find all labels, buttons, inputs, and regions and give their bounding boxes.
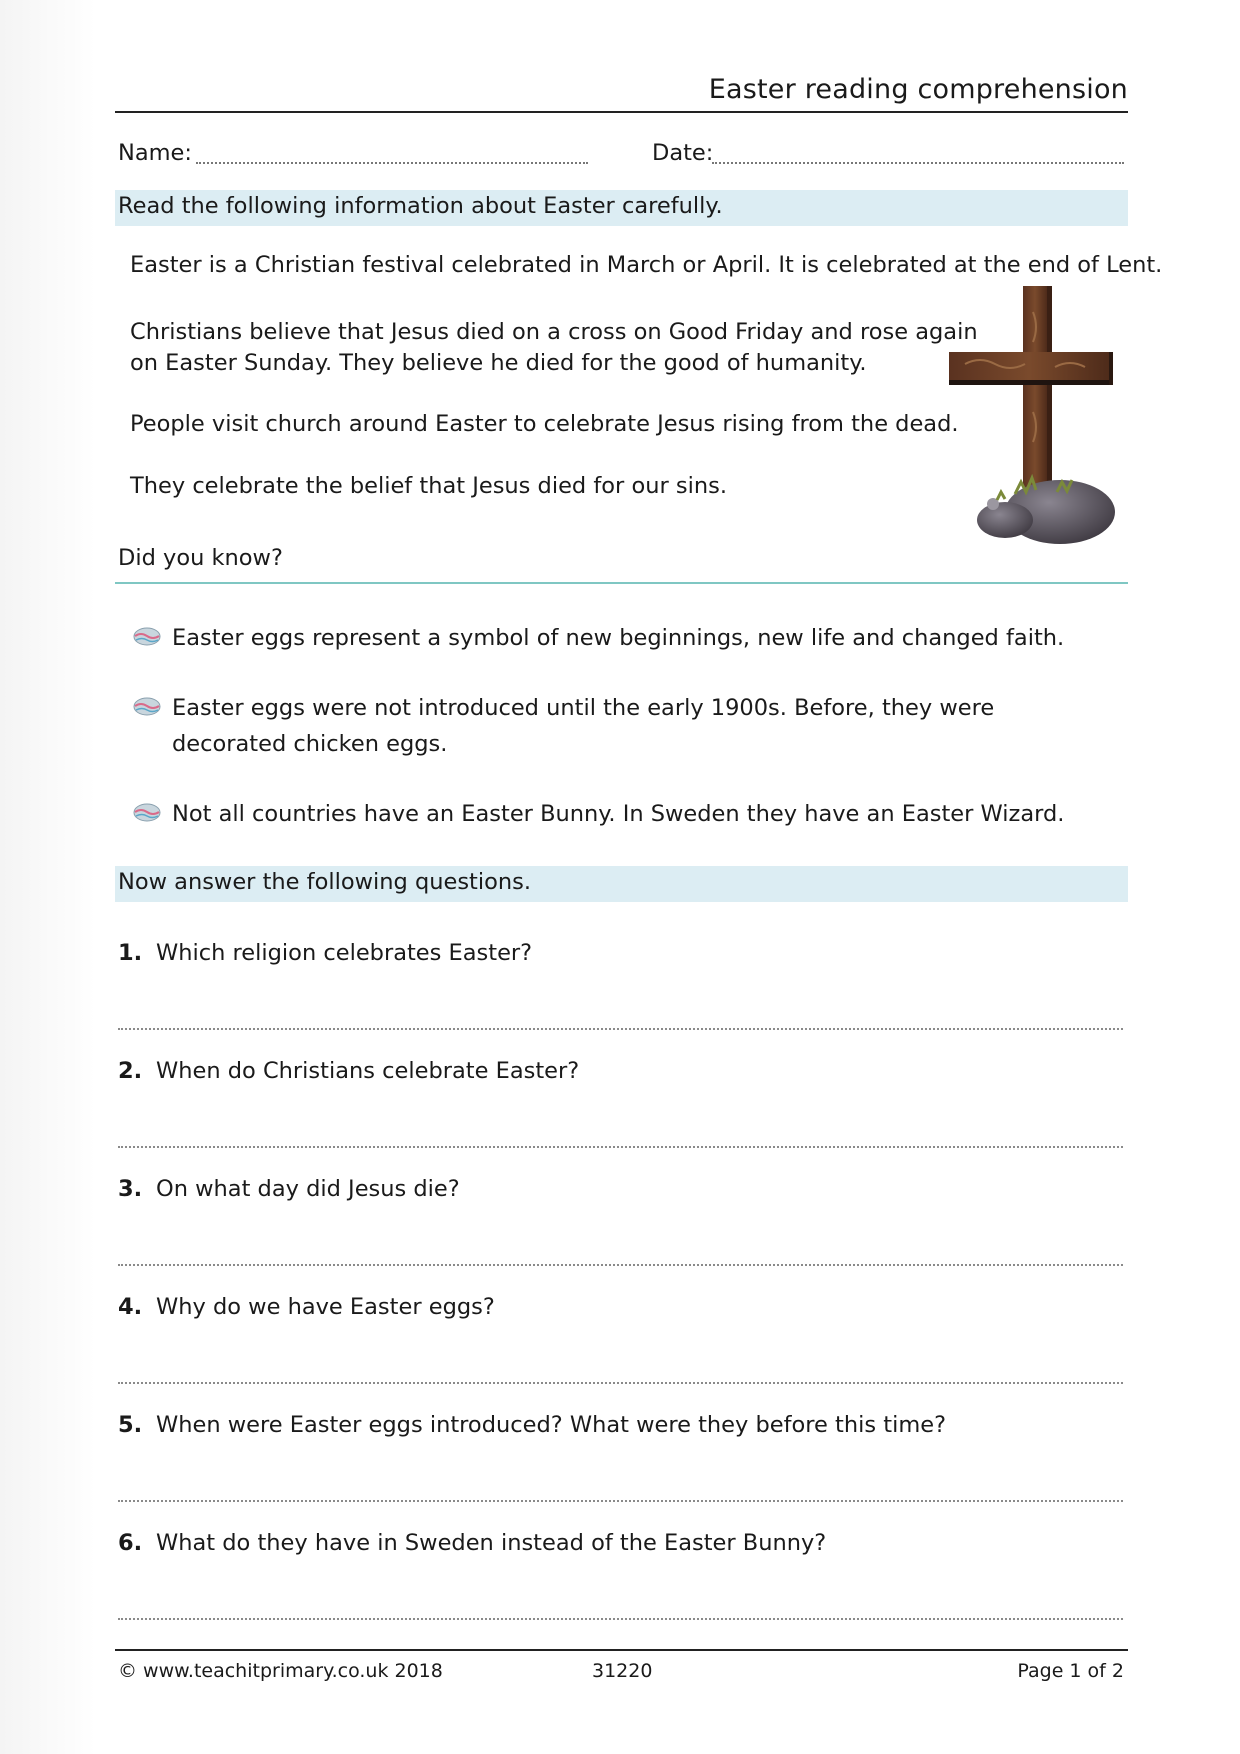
footer-page-number: Page 1 of 2	[1017, 1660, 1124, 1682]
question-5-text: When were Easter eggs introduced? What were they before this time?	[156, 1412, 947, 1438]
paragraph-4: They celebrate the belief that Jesus died for our sins.	[130, 473, 727, 499]
question-4-number: 4.	[118, 1294, 143, 1320]
easter-egg-bullet-icon	[133, 697, 161, 716]
question-4-text: Why do we have Easter eggs?	[156, 1294, 495, 1320]
question-1-text: Which religion celebrates Easter?	[156, 940, 533, 966]
answer-4-line[interactable]	[118, 1382, 1123, 1384]
worksheet-title: Easter reading comprehension	[708, 74, 1128, 105]
paragraph-2-line-1: Christians believe that Jesus died on a cross on Good Friday and rose again	[130, 319, 978, 345]
question-6-text: What do they have in Sweden instead of the Easter Bunny?	[156, 1530, 827, 1556]
date-field[interactable]	[712, 162, 1124, 164]
paragraph-2-line-2: on Easter Sunday. They believe he died for the good of humanity.	[130, 350, 867, 376]
paragraph-3: People visit church around Easter to celebrate Jesus rising from the dead.	[130, 411, 959, 437]
question-3-text: On what day did Jesus die?	[156, 1176, 460, 1202]
footer-rule	[115, 1649, 1128, 1651]
wooden-cross-illustration	[945, 282, 1130, 547]
question-3-number: 3.	[118, 1176, 143, 1202]
fact-3: Not all countries have an Easter Bunny. In Sweden they have an Easter Wizard.	[172, 801, 1065, 827]
questions-instruction: Now answer the following questions.	[118, 869, 532, 895]
footer-copyright: © www.teachitprimary.co.uk 2018	[118, 1660, 443, 1682]
answer-3-line[interactable]	[118, 1264, 1123, 1266]
question-5-number: 5.	[118, 1412, 143, 1438]
instruction-text: Read the following information about Easter carefully.	[118, 193, 723, 219]
question-6-number: 6.	[118, 1530, 143, 1556]
answer-2-line[interactable]	[118, 1146, 1123, 1148]
answer-5-line[interactable]	[118, 1500, 1123, 1502]
easter-egg-bullet-icon	[133, 627, 161, 646]
did-you-know-rule	[115, 582, 1128, 584]
did-you-know-title: Did you know?	[118, 545, 283, 571]
fact-1: Easter eggs represent a symbol of new beginnings, new life and changed faith.	[172, 625, 1065, 651]
fact-2: Easter eggs were not introduced until the early 1900s. Before, they were decorated chicken eggs.	[172, 695, 995, 757]
footer-resource-code: 31220	[592, 1660, 653, 1682]
paragraph-1: Easter is a Christian festival celebrated in March or April. It is celebrated at the end of Lent.	[130, 252, 1163, 278]
question-2-text: When do Christians celebrate Easter?	[156, 1058, 580, 1084]
answer-1-line[interactable]	[118, 1028, 1123, 1030]
easter-egg-bullet-icon	[133, 803, 161, 822]
header-rule	[115, 111, 1128, 113]
name-field[interactable]	[196, 162, 588, 164]
answer-6-line[interactable]	[118, 1618, 1123, 1620]
date-label: Date:	[652, 140, 714, 166]
question-2-number: 2.	[118, 1058, 143, 1084]
name-label: Name:	[118, 140, 192, 166]
question-1-number: 1.	[118, 940, 143, 966]
page-edge-shadow	[0, 0, 96, 1754]
